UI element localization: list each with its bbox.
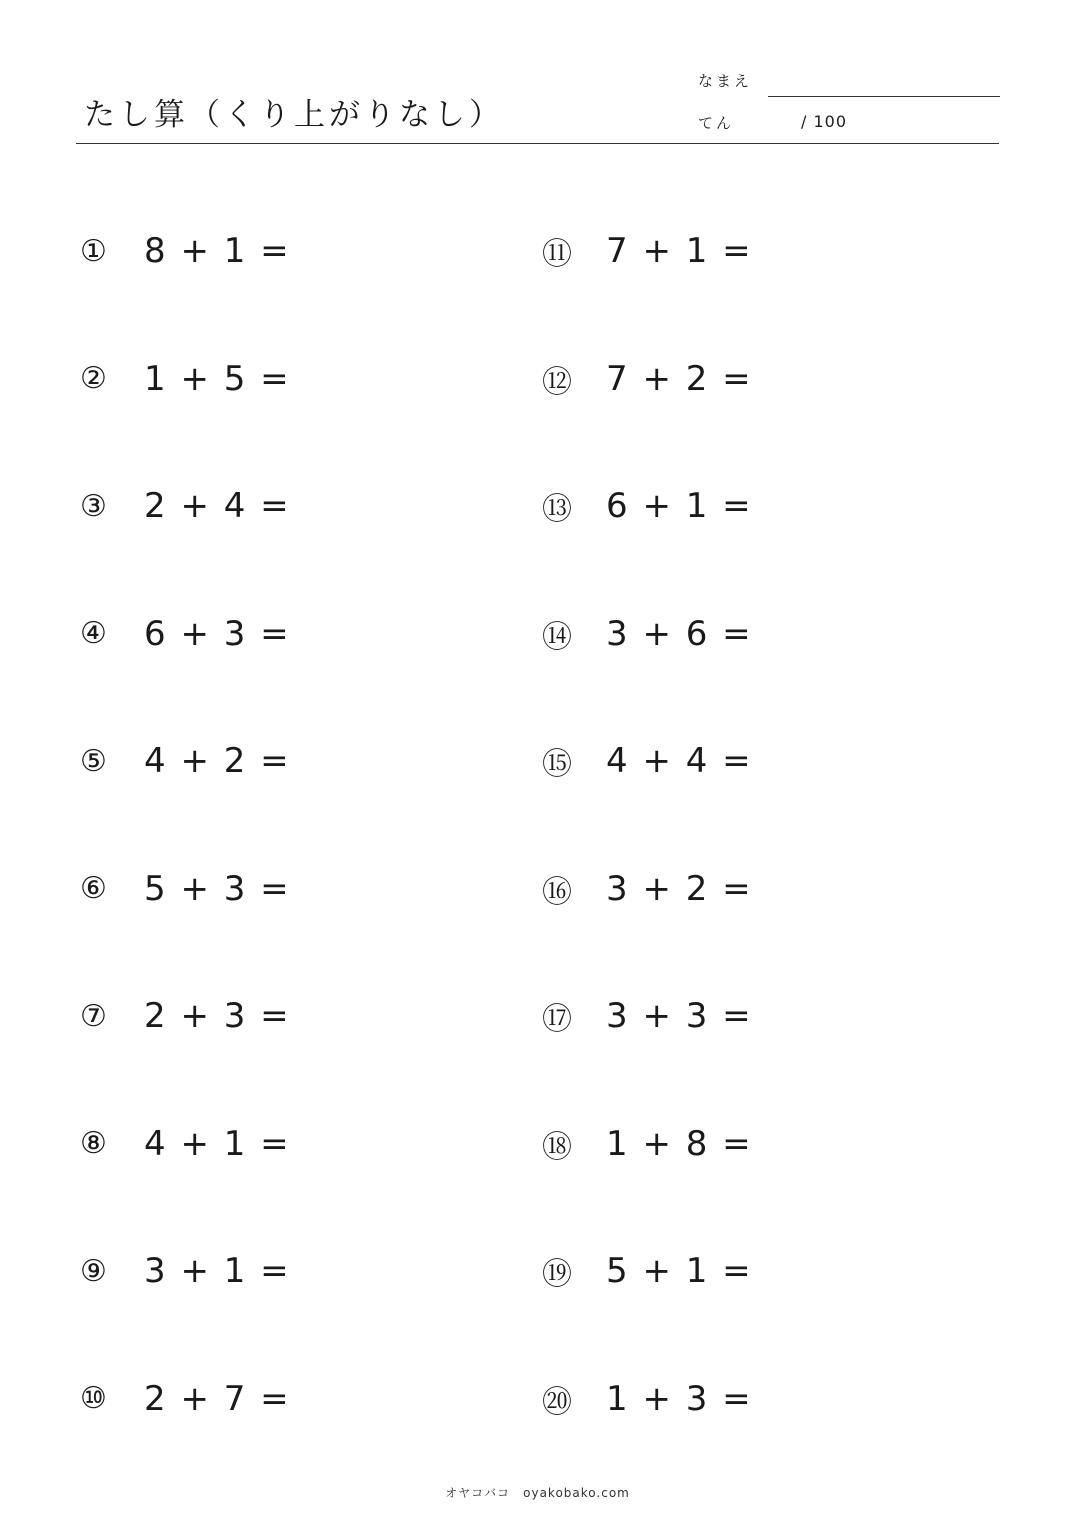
problem-number: ⑧: [80, 1126, 107, 1161]
problem-item: [80, 1246, 291, 1296]
header-divider: [76, 143, 999, 144]
problem-expression: 3 + 3 =: [606, 996, 753, 1036]
problem-expression: 5 + 3 =: [144, 868, 291, 909]
problem-expression: 4 + 2 =: [144, 741, 291, 781]
problem-item: [542, 864, 753, 914]
problem-number: ⑩: [80, 1381, 107, 1416]
problem-number: ⑮: [542, 747, 572, 782]
problem-expression: 5 + 1 =: [606, 1251, 753, 1291]
problem-number: ④: [80, 616, 107, 651]
problem-expression: 1 + 8 =: [606, 1123, 753, 1164]
problem-item: [542, 736, 753, 786]
problem-item: [80, 354, 291, 404]
problem-expression: 1 + 5 =: [144, 358, 291, 399]
problem-number: ⑪: [542, 237, 572, 272]
problem-expression: 3 + 1 =: [144, 1251, 291, 1291]
problem-item: [542, 609, 753, 659]
problem-expression: 7 + 1 =: [606, 231, 753, 271]
score-total: / 100: [801, 112, 848, 131]
problem-expression: 7 + 2 =: [606, 358, 753, 399]
name-label: なまえ: [698, 72, 753, 90]
problem-number: ⑥: [80, 871, 107, 906]
problem-expression: 2 + 7 =: [144, 1378, 291, 1419]
problem-expression: 3 + 2 =: [606, 868, 753, 909]
problem-item: [80, 736, 291, 786]
score-label: てん: [698, 114, 735, 132]
problem-number: ③: [80, 488, 107, 524]
footer-credit: オヤコバコ oyakobako.com: [445, 1486, 630, 1500]
problem-item: [542, 354, 753, 404]
problem-number: ②: [80, 361, 107, 396]
problem-item: [542, 481, 753, 531]
problem-number: ⑤: [80, 743, 107, 779]
problem-item: [542, 1119, 753, 1169]
problem-expression: 6 + 3 =: [144, 613, 291, 654]
problem-number: ⑱: [542, 1129, 572, 1165]
problem-number: ⑳: [542, 1384, 572, 1420]
problem-number: ⑫: [542, 364, 572, 400]
problem-expression: 6 + 1 =: [606, 486, 753, 526]
problem-item: [80, 991, 291, 1041]
problem-expression: 4 + 1 =: [144, 1123, 291, 1164]
problem-item: [80, 226, 291, 276]
problem-number: ⑦: [80, 998, 107, 1034]
problem-expression: 2 + 4 =: [144, 486, 291, 526]
problem-number: ⑲: [542, 1257, 572, 1292]
problem-expression: 1 + 3 =: [606, 1378, 753, 1419]
problem-number: ①: [80, 233, 107, 269]
problem-item: [80, 1119, 291, 1169]
problem-number: ⑭: [542, 619, 572, 655]
problem-item: [80, 864, 291, 914]
problem-expression: 3 + 6 =: [606, 613, 753, 654]
problem-item: [80, 609, 291, 659]
problem-number: ⑰: [542, 1002, 572, 1037]
problem-item: [542, 991, 753, 1041]
problem-number: ⑬: [542, 492, 572, 527]
problem-item: [542, 226, 753, 276]
problem-expression: 2 + 3 =: [144, 996, 291, 1036]
name-field-line[interactable]: [768, 96, 1000, 97]
problem-item: [542, 1374, 753, 1424]
problem-item: [542, 1246, 753, 1296]
problem-item: [80, 481, 291, 531]
problem-item: [80, 1374, 291, 1424]
problem-grid: [80, 200, 980, 1460]
page-title: たし算（くり上がりなし）: [84, 96, 504, 133]
problem-expression: 8 + 1 =: [144, 231, 291, 271]
problem-number: ⑯: [542, 874, 572, 910]
problem-expression: 4 + 4 =: [606, 741, 753, 781]
problem-number: ⑨: [80, 1253, 107, 1289]
